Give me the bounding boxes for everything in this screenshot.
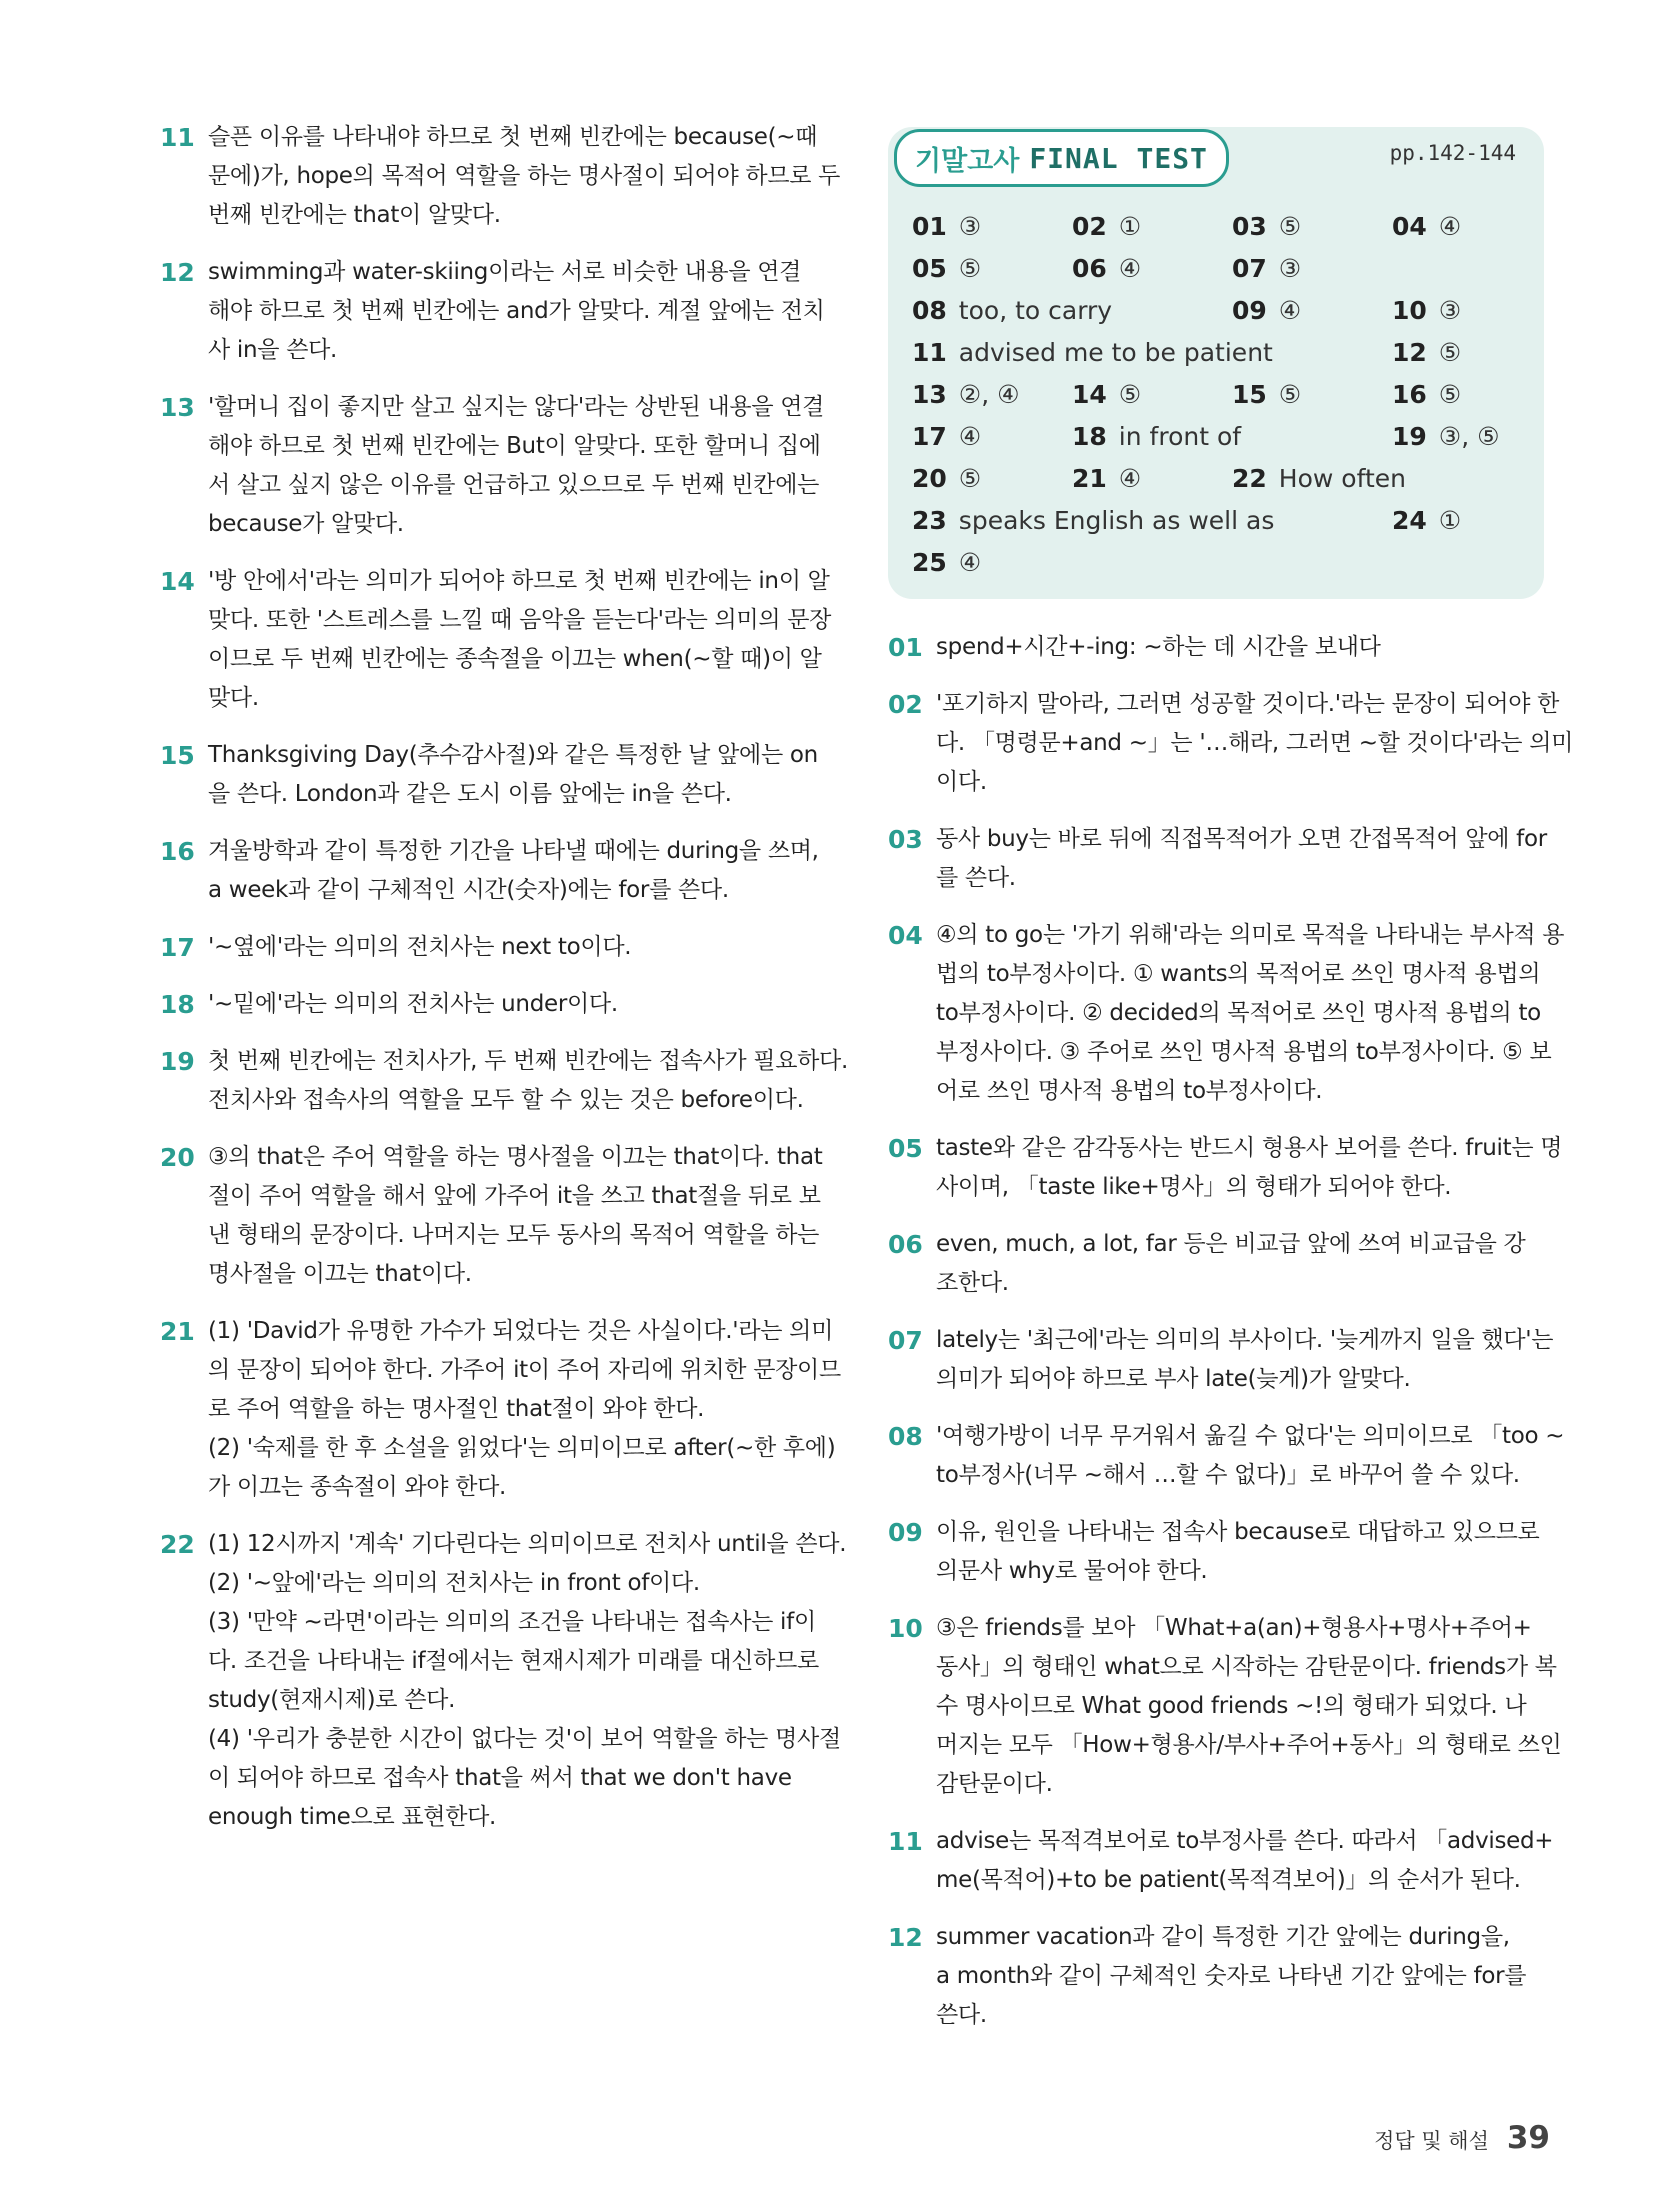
explanation-number: 10 [888, 1614, 923, 1643]
explanation-line: 의 문장이 되어야 한다. 가주어 it이 주어 자리에 위치한 문장이므 [208, 1357, 841, 1383]
answer-entry [1232, 248, 1301, 290]
explanation-line: me(목적어)+to be patient(목적격보어)」의 순서가 된다. [936, 1867, 1521, 1893]
explanation-item [160, 736, 818, 814]
explanation-text [208, 253, 825, 370]
explanation-item [888, 1513, 1548, 1591]
explanation-number: 01 [888, 633, 923, 662]
answer-value: ④ [958, 548, 982, 577]
explanation-item [160, 832, 819, 910]
explanation-line: 맞다. [208, 685, 259, 711]
answer-value: too, to carry [958, 296, 1113, 325]
left-explanations [160, 118, 848, 1855]
answer-number: 03 [1232, 212, 1267, 241]
answer-value: speaks English as well as [958, 506, 1275, 535]
answer-value: ③ [1278, 254, 1302, 283]
answer-entry [1392, 416, 1500, 458]
explanation-item [888, 628, 1548, 667]
answer-number: 17 [912, 422, 947, 451]
answer-value: ① [1438, 506, 1462, 535]
answer-row [912, 290, 1532, 332]
explanation-item [888, 1321, 1554, 1399]
answer-number: 25 [912, 548, 947, 577]
answer-number: 02 [1072, 212, 1107, 241]
explanation-text [936, 820, 1548, 898]
explanation-line: enough time으로 표현한다. [208, 1804, 497, 1830]
explanation-number: 08 [888, 1422, 923, 1451]
explanation-line: 해야 하므로 첫 번째 빈칸에는 But이 알맞다. 또한 할머니 집에 [208, 433, 821, 459]
explanation-text [936, 1822, 1553, 1900]
explanation-text [936, 1417, 1564, 1495]
footer-section-label: 정답 및 해설 [1374, 2129, 1489, 2153]
answer-number: 15 [1232, 380, 1267, 409]
answer-number: 05 [912, 254, 947, 283]
answer-entry [912, 500, 1274, 542]
answer-value: ③, ⑤ [1438, 422, 1500, 451]
explanation-line: 절이 주어 역할을 해서 앞에 가주어 it을 쓰고 that절을 뒤로 보 [208, 1183, 821, 1209]
explanation-item [888, 685, 1574, 802]
answer-entry [912, 206, 981, 248]
answer-entry [1392, 374, 1461, 416]
answer-entry [912, 248, 981, 290]
answer-number: 06 [1072, 254, 1107, 283]
explanation-line: 번째 빈칸에는 that이 알맞다. [208, 202, 501, 228]
explanation-line: 이다. [936, 769, 987, 795]
answer-number: 07 [1232, 254, 1267, 283]
final-test-header [888, 127, 1544, 187]
explanation-line: 동사」의 형태인 what으로 시작하는 감탄문이다. friends가 복 [936, 1654, 1557, 1680]
explanation-number: 12 [888, 1923, 923, 1952]
explanation-item [888, 820, 1548, 898]
page-footer [1374, 2120, 1550, 2156]
answer-entry [1392, 500, 1461, 542]
answer-number: 21 [1072, 464, 1107, 493]
answer-value: ⑤ [1438, 380, 1462, 409]
explanation-line: '방 안에서'라는 의미가 되어야 하므로 첫 번째 빈칸에는 in이 알 [208, 568, 830, 594]
explanation-number: 07 [888, 1326, 923, 1355]
final-test-title-korean: 기말고사 [915, 145, 1020, 177]
answer-value: ⑤ [1118, 380, 1142, 409]
explanation-number: 12 [160, 258, 195, 287]
explanation-line: 사 in을 쓴다. [208, 337, 338, 363]
answer-number: 12 [1392, 338, 1427, 367]
explanation-line: '할머니 집이 좋지만 살고 싶지는 않다'라는 상반된 내용을 연결 [208, 394, 825, 420]
answer-entry [912, 290, 1112, 332]
explanation-line: summer vacation과 같이 특정한 기간 앞에는 during을, [936, 1924, 1510, 1950]
explanation-line: a week과 같이 구체적인 시간(숫자)에는 for를 쓴다. [208, 877, 729, 903]
right-explanations [888, 628, 1574, 2053]
answer-entry [1392, 206, 1461, 248]
explanation-item [888, 1918, 1548, 2035]
explanation-line: 부정사이다. ③ 주어로 쓰인 명사적 용법의 to부정사이다. ⑤ 보 [936, 1039, 1552, 1065]
explanation-text [936, 1918, 1548, 2035]
answer-value: ① [1118, 212, 1142, 241]
answer-value: How often [1278, 464, 1406, 493]
explanation-item [160, 928, 812, 967]
explanation-line: 전치사와 접속사의 역할을 모두 할 수 있는 것은 before이다. [208, 1087, 804, 1113]
explanation-text [208, 1312, 841, 1507]
answer-value: ③ [1438, 296, 1462, 325]
explanation-number: 22 [160, 1530, 195, 1559]
explanation-line: 법의 to부정사이다. ① wants의 목적어로 쓰인 명사적 용법의 [936, 961, 1541, 987]
answer-value: ⑤ [958, 254, 982, 283]
explanation-line: 을 쓴다. London과 같은 도시 이름 앞에는 in을 쓴다. [208, 781, 732, 807]
explanation-line: 다. 조건을 나타내는 if절에서는 현재시제가 미래를 대신하므로 [208, 1648, 819, 1674]
explanation-number: 17 [160, 933, 195, 962]
answer-row [912, 542, 1532, 584]
explanation-number: 20 [160, 1143, 195, 1172]
answer-number: 09 [1232, 296, 1267, 325]
explanation-line: 가 이끄는 종속절이 와야 한다. [208, 1474, 507, 1500]
answer-number: 11 [912, 338, 947, 367]
explanation-line: 이므로 두 번째 빈칸에는 종속절을 이끄는 when(~할 때)이 알 [208, 646, 822, 672]
explanation-item [160, 118, 841, 235]
answer-entry [1232, 458, 1406, 500]
answer-entry [1392, 290, 1461, 332]
explanation-text [208, 1138, 822, 1294]
answer-entry [912, 458, 981, 500]
explanation-line: '~옆에'라는 의미의 전치사는 next to이다. [208, 934, 632, 960]
final-test-answer-box [888, 127, 1544, 599]
explanation-line: swimming과 water-skiing이라는 서로 비슷한 내용을 연결 [208, 259, 802, 285]
explanation-line: ③은 friends를 보아 「What+a(an)+형용사+명사+주어+ [936, 1615, 1532, 1641]
explanation-line: (1) 12시까지 '계속' 기다린다는 의미이므로 전치사 until을 쓴다. [208, 1531, 847, 1557]
explanation-line: 동사 buy는 바로 뒤에 직접목적어가 오면 간접목적어 앞에 for [936, 826, 1547, 852]
answer-entry [1392, 332, 1461, 374]
explanation-item [160, 1525, 847, 1837]
answer-number: 18 [1072, 422, 1107, 451]
answer-row [912, 206, 1532, 248]
explanation-line: taste와 같은 감각동사는 반드시 형용사 보어를 쓴다. fruit는 명 [936, 1135, 1563, 1161]
explanation-line: 이유, 원인을 나타내는 접속사 because로 대답하고 있으므로 [936, 1519, 1540, 1545]
answer-number: 20 [912, 464, 947, 493]
explanation-number: 13 [160, 393, 195, 422]
explanation-line: 를 쓴다. [936, 865, 1016, 891]
final-test-title-english: FINAL TEST [1029, 141, 1208, 175]
answer-value: ⑤ [958, 464, 982, 493]
answer-value: ③ [958, 212, 982, 241]
answer-row [912, 458, 1532, 500]
explanation-line: 머지는 모두 「How+형용사/부사+주어+동사」의 형태로 쓰인 [936, 1732, 1562, 1758]
explanation-line: 의문사 why로 물어야 한다. [936, 1558, 1208, 1584]
explanation-item [160, 985, 812, 1024]
explanation-text [208, 928, 812, 967]
explanation-line: Thanksgiving Day(추수감사절)와 같은 특정한 날 앞에는 on [208, 742, 818, 768]
explanation-line: ③의 that은 주어 역할을 하는 명사절을 이끄는 that이다. that [208, 1144, 823, 1170]
explanation-line: 해야 하므로 첫 번째 빈칸에는 and가 알맞다. 계절 앞에는 전치 [208, 298, 825, 324]
explanation-text [208, 562, 831, 718]
answer-row [912, 374, 1532, 416]
explanation-number: 18 [160, 990, 195, 1019]
explanation-text [208, 1525, 846, 1837]
answer-value: ④ [1118, 464, 1142, 493]
answer-entry [1072, 206, 1141, 248]
explanation-text [936, 1513, 1548, 1591]
explanation-text [208, 388, 824, 544]
answer-value: ⑤ [1438, 338, 1462, 367]
answer-row [912, 500, 1532, 542]
explanation-line: '포기하지 말아라, 그러면 성공할 것이다.'라는 문장이 되어야 한 [936, 691, 1560, 717]
explanation-number: 09 [888, 1518, 923, 1547]
explanation-number: 06 [888, 1230, 923, 1259]
answer-number: 14 [1072, 380, 1107, 409]
answer-entry [1072, 458, 1141, 500]
explanation-item [888, 916, 1565, 1111]
answer-entry [912, 374, 1020, 416]
explanation-line: 서 살고 싶지 않은 이유를 언급하고 있으므로 두 번째 빈칸에는 [208, 472, 820, 498]
explanation-line: 다. 「명령문+and ~」는 '…해라, 그러면 ~할 것이다'라는 의미 [936, 730, 1574, 756]
answer-entry [912, 416, 981, 458]
answer-entry [912, 332, 1273, 374]
explanation-text [936, 1321, 1553, 1399]
explanation-line: 이 되어야 하므로 접속사 that을 써서 that we don't have [208, 1765, 792, 1791]
answer-value: ④ [958, 422, 982, 451]
explanation-text [208, 118, 840, 235]
answer-number: 22 [1232, 464, 1267, 493]
answer-value: ⑤ [1278, 212, 1302, 241]
explanation-line: 조한다. [936, 1270, 1009, 1296]
explanation-line: 겨울방학과 같이 특정한 기간을 나타낼 때에는 during을 쓰며, [208, 838, 819, 864]
explanation-number: 19 [160, 1047, 195, 1076]
explanation-item [160, 1042, 848, 1120]
explanation-item [888, 1417, 1565, 1495]
answer-row [912, 332, 1532, 374]
page-number: 39 [1506, 2120, 1550, 2156]
answer-value: in front of [1118, 422, 1242, 451]
answer-entry [1072, 374, 1141, 416]
explanation-line: 명사절을 이끄는 that이다. [208, 1261, 472, 1287]
explanation-item [888, 1225, 1548, 1303]
explanation-line: 감탄문이다. [936, 1771, 1053, 1797]
answer-number: 10 [1392, 296, 1427, 325]
answer-number: 23 [912, 506, 947, 535]
explanation-text [208, 832, 819, 910]
explanation-text [208, 985, 812, 1024]
answer-value: ④ [1438, 212, 1462, 241]
answer-number: 08 [912, 296, 947, 325]
answer-row [912, 248, 1532, 290]
explanation-line: 어로 쓰인 명사적 용법의 to부정사이다. [936, 1078, 1323, 1104]
answer-entry [912, 542, 981, 584]
answer-number: 13 [912, 380, 947, 409]
explanation-text [208, 736, 818, 814]
explanation-line: even, much, a lot, far 등은 비교급 앞에 쓰여 비교급을 강 [936, 1231, 1526, 1257]
explanation-number: 02 [888, 690, 923, 719]
explanation-line: 의미가 되어야 하므로 부사 late(늦게)가 알맞다. [936, 1366, 1411, 1392]
explanation-line: (1) 'David가 유명한 가수가 되었다는 것은 사실이다.'라는 의미 [208, 1318, 833, 1344]
explanation-line: 로 주어 역할을 하는 명사절인 that절이 와야 한다. [208, 1396, 705, 1422]
explanation-number: 14 [160, 567, 195, 596]
explanation-item [888, 1129, 1563, 1207]
answer-number: 19 [1392, 422, 1427, 451]
explanation-item [160, 1312, 841, 1507]
explanation-number: 15 [160, 741, 195, 770]
explanation-line: study(현재시제)로 쓴다. [208, 1687, 456, 1713]
explanation-line: 첫 번째 빈칸에는 전치사가, 두 번째 빈칸에는 접속사가 필요하다. [208, 1048, 848, 1074]
explanation-line: a month와 같이 구체적인 숫자로 나타낸 기간 앞에는 for를 [936, 1963, 1527, 1989]
answer-entry [1232, 206, 1301, 248]
explanation-line: 맞다. 또한 '스트레스를 느낄 때 음악을 듣는다'라는 의미의 문장 [208, 607, 832, 633]
explanation-line: 문에)가, hope의 목적어 역할을 하는 명사절이 되어야 하므로 두 [208, 163, 841, 189]
explanation-line: 슬픈 이유를 나타내야 하므로 첫 번째 빈칸에는 because(~때 [208, 124, 818, 150]
explanation-line: 낸 형태의 문장이다. 나머지는 모두 동사의 목적어 역할을 하는 [208, 1222, 820, 1248]
explanation-item [160, 388, 825, 544]
explanation-line: (4) '우리가 충분한 시간이 없다는 것'이 보어 역할을 하는 명사절 [208, 1726, 841, 1752]
explanation-number: 11 [160, 123, 195, 152]
explanation-number: 05 [888, 1134, 923, 1163]
answer-value: ⑤ [1278, 380, 1302, 409]
answer-value: ④ [1118, 254, 1142, 283]
explanation-item [160, 253, 825, 370]
final-test-title [894, 129, 1229, 187]
explanation-text [936, 628, 1548, 667]
explanation-number: 16 [160, 837, 195, 866]
explanation-line: because가 알맞다. [208, 511, 404, 537]
explanation-line: 수 명사이므로 What good friends ~!의 형태가 되었다. 나 [936, 1693, 1527, 1719]
answer-number: 04 [1392, 212, 1427, 241]
explanation-text [936, 685, 1573, 802]
explanation-line: 사이며, 「taste like+명사」의 형태가 되어야 한다. [936, 1174, 1452, 1200]
answer-entry [1232, 374, 1301, 416]
explanation-line: lately는 '최근에'라는 의미의 부사이다. '늦게까지 일을 했다'는 [936, 1327, 1554, 1353]
explanation-line: (3) '만약 ~라면'이라는 의미의 조건을 나타내는 접속사는 if이 [208, 1609, 816, 1635]
answer-number: 01 [912, 212, 947, 241]
explanation-line: advise는 목적격보어로 to부정사를 쓴다. 따라서 「advised+ [936, 1828, 1554, 1854]
explanation-line: spend+시간+-ing: ~하는 데 시간을 보내다 [936, 634, 1381, 660]
explanation-text [936, 916, 1564, 1111]
answer-value: ④ [1278, 296, 1302, 325]
explanation-item [888, 1822, 1554, 1900]
explanation-line: (2) '숙제를 한 후 소설을 읽었다'는 의미이므로 after(~한 후에) [208, 1435, 836, 1461]
explanation-number: 03 [888, 825, 923, 854]
answer-entry [1072, 248, 1141, 290]
explanation-line: to부정사이다. ② decided의 목적어로 쓰인 명사적 용법의 to [936, 1000, 1541, 1026]
explanation-line: 쓴다. [936, 2002, 987, 2028]
explanation-line: '여행가방이 너무 무거워서 옮길 수 없다'는 의미이므로 「too ~ [936, 1423, 1565, 1449]
explanation-number: 04 [888, 921, 923, 950]
answer-number: 24 [1392, 506, 1427, 535]
explanation-text [208, 1042, 848, 1120]
explanation-line: '~밑에'라는 의미의 전치사는 under이다. [208, 991, 618, 1017]
explanation-number: 11 [888, 1827, 923, 1856]
explanation-item [160, 562, 832, 718]
answer-row [912, 416, 1532, 458]
answer-value: ②, ④ [958, 380, 1020, 409]
answer-number: 16 [1392, 380, 1427, 409]
final-test-page-range: pp.142-144 [1389, 141, 1516, 165]
explanation-text [936, 1609, 1561, 1804]
explanation-line: to부정사(너무 ~해서 …할 수 없다)」로 바꾸어 쓸 수 있다. [936, 1462, 1520, 1488]
explanation-text [936, 1225, 1548, 1303]
explanation-line: ④의 to go는 '가기 위해'라는 의미로 목적을 나타내는 부사적 용 [936, 922, 1565, 948]
answer-entry [1232, 290, 1301, 332]
answer-value: advised me to be patient [958, 338, 1273, 367]
answer-entry [1072, 416, 1241, 458]
explanation-number: 21 [160, 1317, 195, 1346]
explanation-line: (2) '~앞에'라는 의미의 전치사는 in front of이다. [208, 1570, 700, 1596]
explanation-item [888, 1609, 1562, 1804]
explanation-item [160, 1138, 823, 1294]
explanation-text [936, 1129, 1562, 1207]
